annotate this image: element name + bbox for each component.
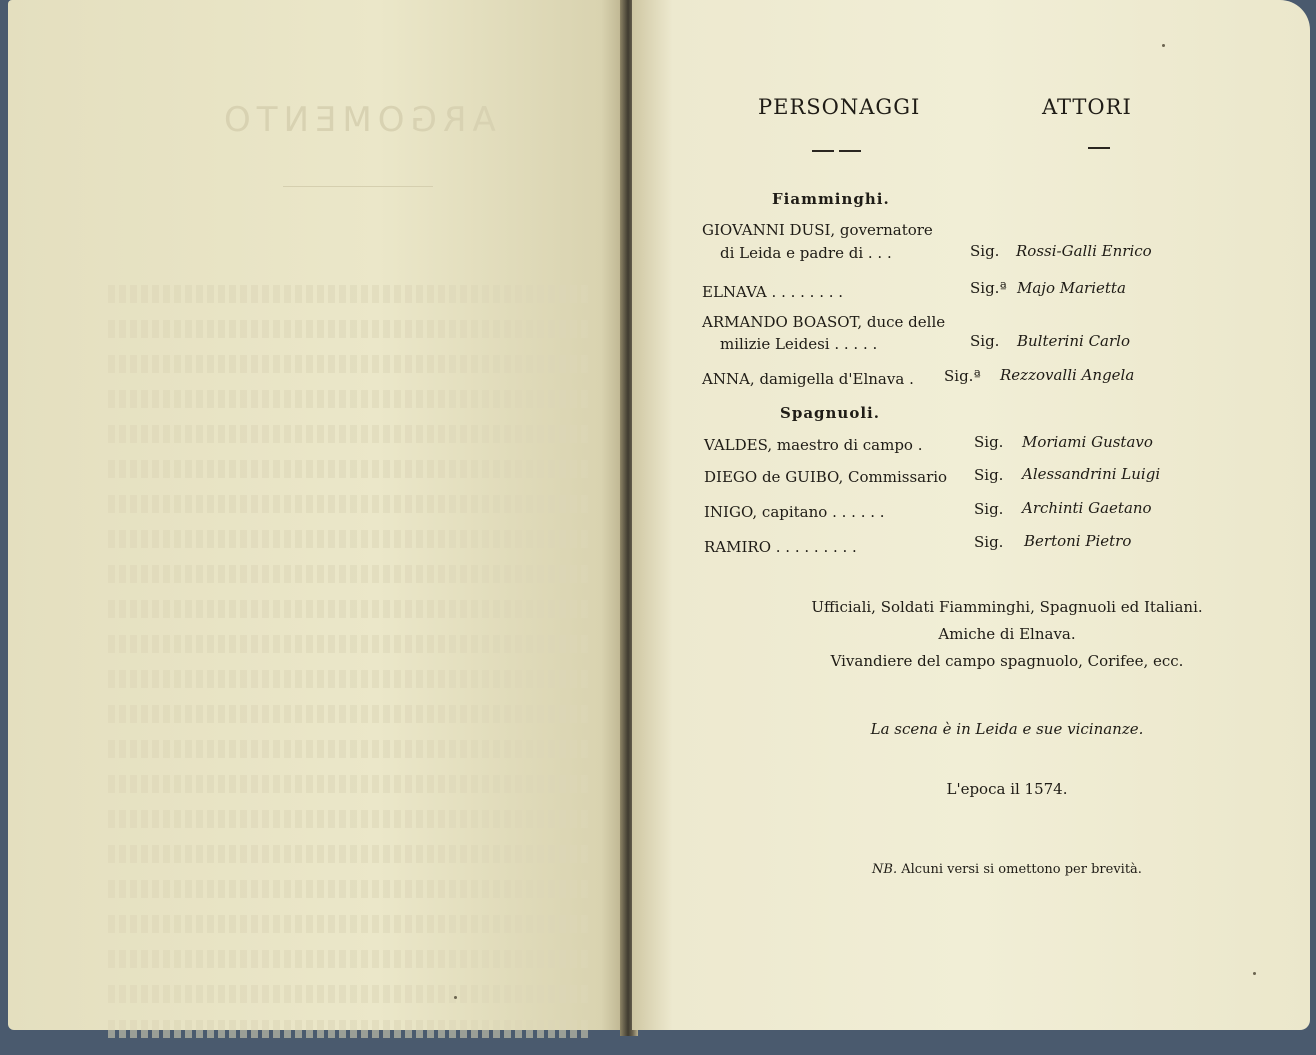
role-line: di Leida e padre di . . . [720, 244, 892, 262]
role-line: GIOVANNI DUSI, governatore [702, 221, 933, 239]
actor-name: Majo Marietta [1017, 279, 1126, 297]
sig-label: Sig.ª [944, 367, 981, 385]
show-through-rule [283, 186, 433, 187]
sig-label: Sig.ª [970, 279, 1007, 297]
sig-label: Sig. [974, 500, 1004, 518]
actor-name: Bulterini Carlo [1017, 332, 1130, 350]
sig-label: Sig. [970, 332, 1000, 350]
show-through-text [108, 285, 588, 1055]
role-line: ARMANDO BOASOT, duce delle [702, 313, 946, 331]
role-line: ELNAVA . . . . . . . . [702, 283, 844, 301]
header-attori: ATTORI [1042, 95, 1132, 119]
note-prefix: NB. [872, 862, 898, 877]
cast-list [632, 0, 1310, 1030]
extras-line: Amiche di Elnava. [938, 625, 1076, 643]
actor-name: Rossi-Galli Enrico [1016, 242, 1152, 260]
actor-name: Rezzovalli Angela [1000, 366, 1135, 384]
actor-name: Moriami Gustavo [1022, 433, 1153, 451]
sig-label: Sig. [970, 242, 1000, 260]
header-rule [812, 150, 834, 152]
section-title: Fiamminghi. [772, 190, 890, 208]
sig-label: Sig. [974, 466, 1004, 484]
header-rule [839, 150, 861, 152]
role-line: INIGO, capitano . . . . . . [704, 503, 885, 521]
extras-line: Ufficiali, Soldati Fiamminghi, Spagnuoli ed Italiani. [811, 598, 1203, 616]
role-line: milizie Leidesi . . . . . [720, 335, 878, 353]
epoch-line: L'epoca il 1574. [946, 780, 1068, 798]
left-page [8, 0, 626, 1030]
header-personaggi: PERSONAGGI [758, 95, 921, 119]
extras-line: Vivandiere del campo spagnuolo, Corifee, ecc. [830, 652, 1184, 670]
actor-name: Alessandrini Luigi [1022, 465, 1161, 483]
sig-label: Sig. [974, 533, 1004, 551]
sig-label: Sig. [974, 433, 1004, 451]
actor-name: Archinti Gaetano [1022, 499, 1152, 517]
paper-speck [454, 996, 457, 999]
actor-name: Bertoni Pietro [1024, 532, 1132, 550]
role-line: DIEGO de GUIBO, Commissario [704, 468, 948, 486]
header-rule [1088, 147, 1110, 149]
role-line: RAMIRO . . . . . . . . . [704, 538, 857, 556]
section-title: Spagnuoli. [780, 404, 880, 422]
role-line: VALDES, maestro di campo . [704, 436, 923, 454]
show-through-title: ARGOMENTO [218, 100, 496, 140]
paper-speck [1253, 972, 1256, 975]
scene-line: La scena è in Leida e sue vicinanze. [870, 720, 1144, 738]
note-text: Alcuni versi si omettono per brevità. [901, 862, 1142, 877]
paper-speck [1162, 44, 1165, 47]
note-line [632, 862, 1310, 877]
role-line: ANNA, damigella d'Elnava . [702, 370, 914, 388]
